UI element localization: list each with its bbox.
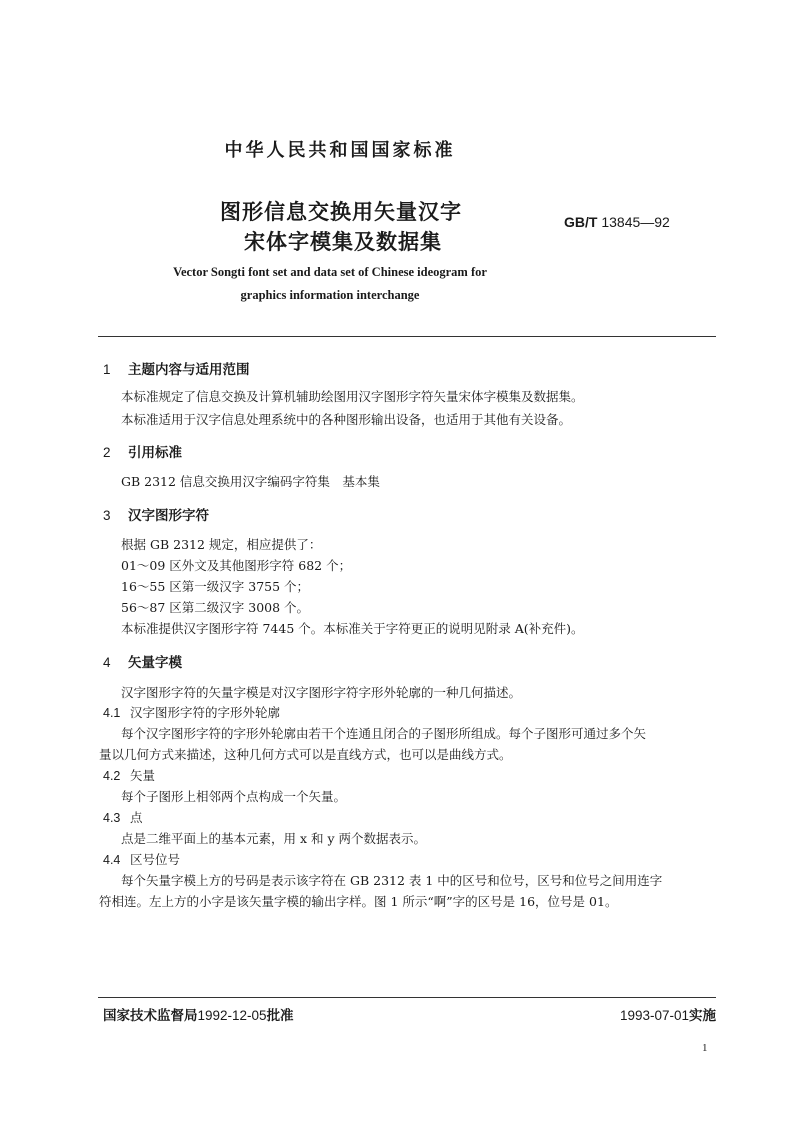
page-number: 1 — [702, 1042, 708, 1054]
implementation-word: 实施 — [689, 1008, 716, 1024]
section-2-heading — [103, 441, 182, 461]
subsection-4-4-heading — [103, 850, 180, 868]
standard-code-number: 13845—92 — [601, 214, 670, 230]
section-2-paragraph-1: GB 2312 信息交换用汉字编码字符集 基本集 — [121, 474, 380, 489]
section-title: 主题内容与适用范围 — [128, 362, 250, 378]
section-title: 引用标准 — [128, 445, 182, 461]
subsection-title: 矢量 — [130, 768, 156, 783]
section-number: 4 — [103, 655, 111, 670]
section-number: 3 — [103, 508, 111, 523]
subsection-title: 区号位号 — [130, 852, 181, 867]
section-3-paragraph-5: 本标准提供汉字图形字符 7445 个。本标准关于字符更正的说明见附录 A(补充件)。 — [121, 621, 584, 636]
approval-line — [103, 1004, 294, 1024]
section-3-paragraph-3: 16～55 区第一级汉字 3755 个； — [121, 579, 310, 594]
section-4-paragraph-1: 汉字图形字符的矢量字模是对汉字图形字符字形外轮廓的一种几何描述。 — [121, 685, 522, 700]
section-number: 1 — [103, 362, 111, 377]
implementation-date: 1993-07-01 — [619, 1008, 689, 1023]
section-1-paragraph-1: 本标准规定了信息交换及计算机辅助绘图用汉字图形字符矢量宋体字模集及数据集。 — [121, 389, 584, 404]
subsection-title: 汉字图形字符的字形外轮廓 — [130, 705, 281, 720]
bottom-divider — [98, 997, 716, 998]
section-3-paragraph-4: 56～87 区第二级汉字 3008 个。 — [121, 600, 310, 615]
subsection-4-1-paragraph-2: 量以几何方式来描述，这种几何方式可以是直线方式，也可以是曲线方式。 — [99, 747, 512, 762]
doc-title-line1: 图形信息交换用矢量汉字 — [220, 200, 462, 224]
subsection-4-2-heading — [103, 766, 155, 784]
english-title-line2: graphics information interchange — [240, 288, 420, 302]
subsection-4-4-paragraph-2: 符相连。左上方的小字是该矢量字模的输出字样。图 1 所示“啊”字的区号是 16，位号是 01。 — [99, 894, 618, 909]
section-1-heading — [103, 358, 250, 378]
approval-word: 批准 — [266, 1008, 294, 1024]
subsection-4-2-paragraph-1: 每个子图形上相邻两个点构成一个矢量。 — [121, 789, 347, 804]
subsection-4-1-heading — [103, 703, 280, 721]
subsection-4-4-paragraph-1: 每个矢量字模上方的号码是表示该字符在 GB 2312 表 1 中的区号和位号，区号和位号之间用连字 — [121, 873, 663, 888]
approval-org: 国家技术监督局 — [103, 1008, 198, 1024]
standard-number — [564, 214, 670, 230]
english-title-line1: Vector Songti font set and data set of Chinese ideogram for — [173, 265, 487, 279]
implementation-line — [620, 1004, 716, 1024]
section-number: 2 — [103, 445, 111, 460]
section-3-paragraph-2: 01～09 区外文及其他图形字符 682 个； — [121, 558, 352, 573]
approval-date: 1992-12-05 — [197, 1008, 267, 1023]
subsection-4-3-heading — [103, 808, 143, 826]
subsection-number: 4.1 — [103, 706, 121, 720]
standard-code: GB/T — [564, 214, 598, 230]
section-title: 矢量字模 — [128, 655, 182, 671]
section-1-paragraph-2: 本标准适用于汉字信息处理系统中的各种图形输出设备，也适用于其他有关设备。 — [121, 412, 572, 427]
header-title: 中华人民共和国国家标准 — [224, 140, 456, 161]
section-3-heading — [103, 504, 209, 524]
section-title: 汉字图形字符 — [128, 508, 209, 524]
subsection-4-1-paragraph-1: 每个汉字图形字符的字形外轮廓由若干个连通且闭合的子图形所组成。每个子图形可通过多个矢 — [121, 726, 647, 741]
subsection-number: 4.4 — [103, 853, 121, 867]
section-4-heading — [103, 651, 182, 671]
subsection-4-3-paragraph-1: 点是二维平面上的基本元素，用 x 和 y 两个数据表示。 — [121, 831, 427, 846]
top-divider — [98, 336, 716, 337]
subsection-number: 4.2 — [103, 769, 121, 783]
doc-title-line2: 宋体字模集及数据集 — [244, 230, 442, 254]
subsection-number: 4.3 — [103, 811, 121, 825]
section-3-paragraph-1: 根据 GB 2312 规定，相应提供了： — [121, 537, 322, 552]
subsection-title: 点 — [130, 810, 143, 825]
